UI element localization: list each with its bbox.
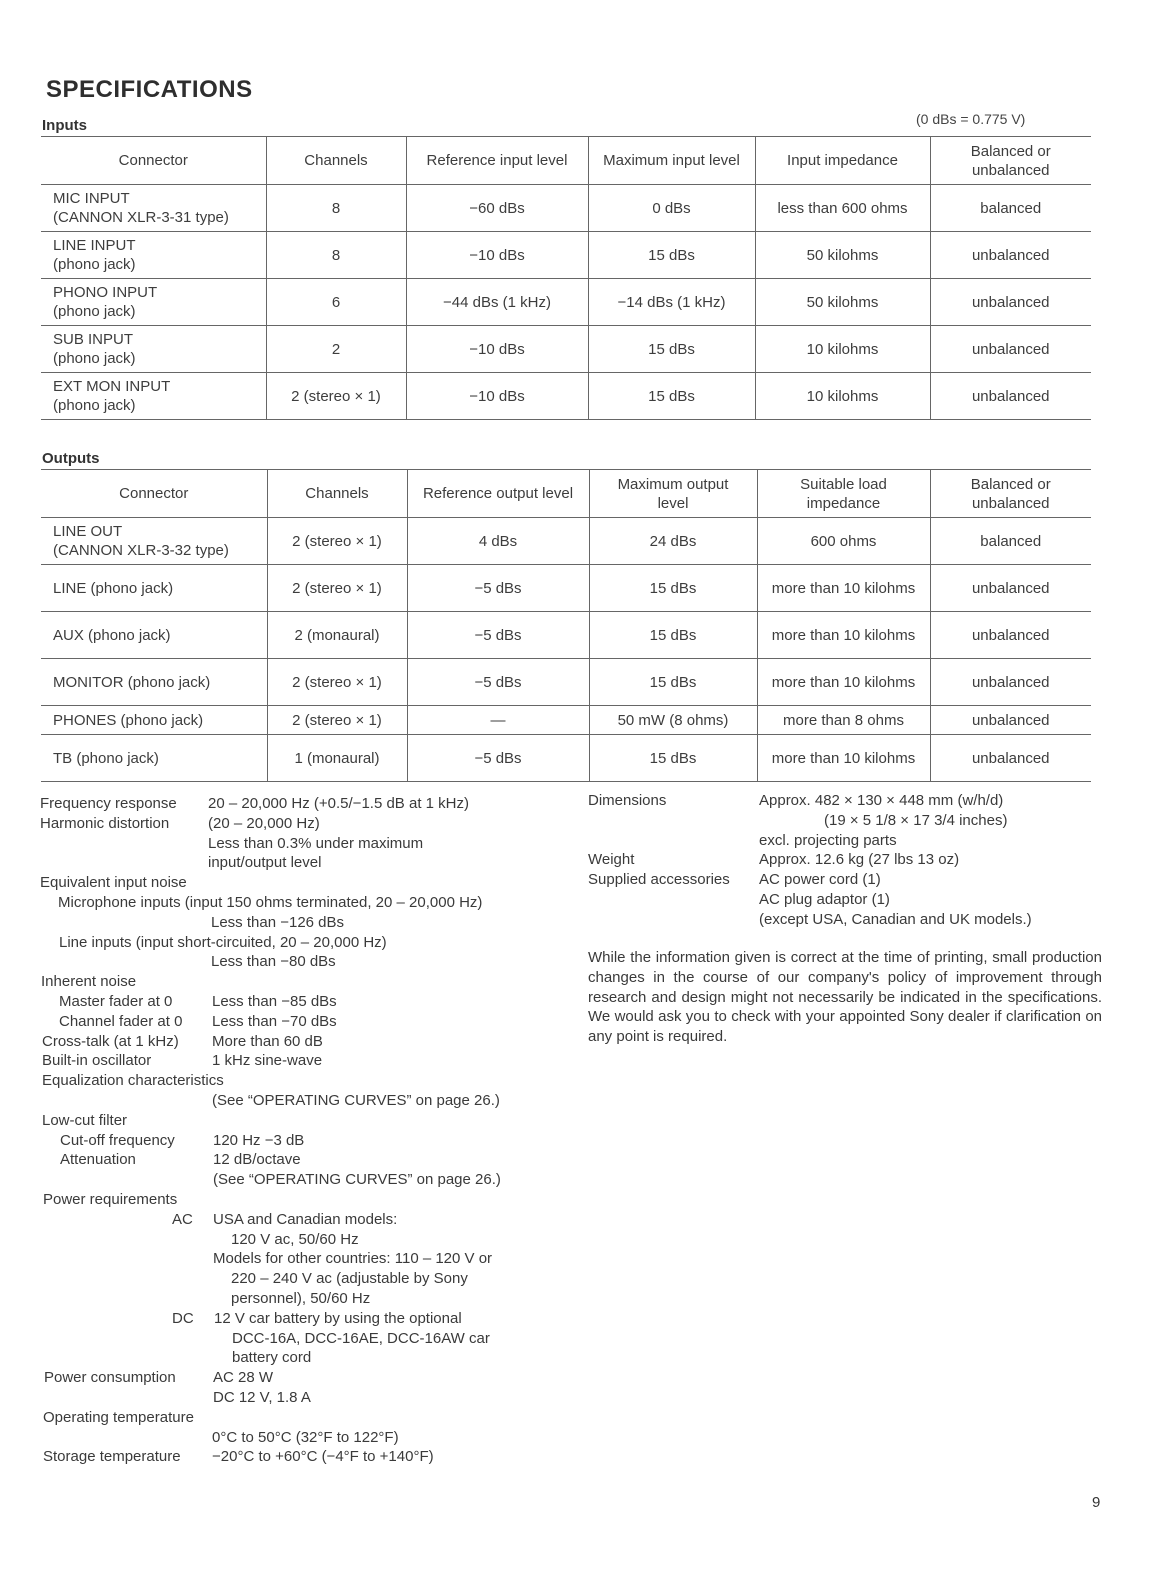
balance-cell: unbalanced: [930, 279, 1091, 326]
outputs-table: [41, 469, 1091, 782]
spec-value: (See “OPERATING CURVES” on page 26.): [212, 1091, 500, 1109]
connector-cell: PHONES (phono jack): [41, 706, 267, 735]
reference-cell: −5 dBs: [407, 659, 589, 706]
spec-row: [588, 850, 1108, 870]
balance-cell: unbalanced: [930, 659, 1091, 706]
spec-label: Equivalent input noise: [40, 874, 187, 892]
spec-value: personnel), 50/60 Hz: [231, 1289, 371, 1307]
spec-row: [40, 1131, 580, 1151]
header-reference-output: Reference output level: [407, 470, 589, 518]
spec-label: Line inputs (input short-circuited, 20 – 20,000 Hz): [59, 933, 387, 951]
maximum-cell: 15 dBs: [589, 735, 757, 782]
impedance-cell: more than 8 ohms: [757, 706, 930, 735]
maximum-cell: 15 dBs: [588, 232, 755, 279]
spec-row: [588, 870, 1108, 890]
reference-cell: −10 dBs: [406, 373, 588, 420]
spec-row: [40, 1408, 580, 1428]
spec-row: [40, 1051, 580, 1071]
connector-type: (CANNON XLR-3-32 type): [53, 542, 229, 559]
spec-value: 12 V car battery by using the optional: [214, 1309, 462, 1327]
spec-label: Inherent noise: [41, 973, 137, 991]
spec-value: 120 Hz −3 dB: [213, 1131, 305, 1149]
spec-row: [588, 890, 1108, 910]
reference-cell: 4 dBs: [407, 518, 589, 565]
connector-cell: TB (phono jack): [41, 735, 267, 782]
spec-row: [40, 1111, 580, 1131]
inputs-header-row: [41, 137, 1091, 185]
table-row: [41, 659, 1091, 706]
spec-value: Less than −70 dBs: [212, 1012, 337, 1030]
spec-label: Frequency response: [40, 795, 177, 812]
spec-label: Power consumption: [44, 1369, 176, 1387]
spec-row: [40, 992, 580, 1012]
header-channels: Channels: [266, 137, 406, 185]
maximum-cell: 15 dBs: [589, 612, 757, 659]
maximum-cell: 15 dBs: [588, 373, 755, 420]
reference-cell: −60 dBs: [406, 185, 588, 232]
spec-row: [40, 1249, 580, 1269]
spec-row: [40, 952, 580, 972]
spec-row: [40, 1091, 580, 1111]
reference-note: (0 dBs = 0.775 V): [916, 111, 1026, 127]
spec-row: [40, 1230, 580, 1250]
connector-name: LINE INPUT: [53, 237, 136, 254]
maximum-cell: 15 dBs: [588, 326, 755, 373]
header-load-impedance: Suitable load impedance: [757, 470, 930, 518]
spec-value: Less than −85 dBs: [212, 992, 337, 1010]
general-specs-left: [40, 794, 580, 1467]
spec-row: [40, 1368, 580, 1388]
spec-row: [40, 1329, 580, 1349]
spec-value: Approx. 482 × 130 × 448 mm (w/h/d): [759, 792, 1004, 809]
impedance-cell: 10 kilohms: [755, 326, 930, 373]
table-row: [41, 232, 1091, 279]
spec-value: (19 × 5 1/8 × 17 3/4 inches): [824, 811, 1008, 829]
spec-row: [40, 1289, 580, 1309]
spec-label: Supplied accessories: [588, 871, 730, 889]
spec-row: [40, 1012, 580, 1032]
spec-value: Less than −80 dBs: [211, 953, 336, 971]
spec-label: Low-cut filter: [42, 1111, 128, 1129]
spec-row: [40, 933, 580, 953]
spec-value: Models for other countries: 110 – 120 V or: [213, 1250, 493, 1268]
connector-name: MIC INPUT: [53, 190, 130, 207]
table-row: [41, 518, 1091, 565]
header-balanced: Balanced or unbalanced: [930, 470, 1091, 518]
spec-row: [588, 910, 1108, 930]
connector-name: PHONO INPUT: [53, 284, 158, 301]
spec-label: Operating temperature: [43, 1408, 194, 1426]
impedance-cell: more than 10 kilohms: [757, 565, 930, 612]
spec-value: Less than −126 dBs: [211, 913, 345, 931]
spec-row: [40, 873, 580, 893]
table-row: [41, 706, 1091, 735]
connector-cell: AUX (phono jack): [41, 612, 267, 659]
spec-label: Channel fader at 0: [59, 1012, 183, 1030]
table-row: [41, 326, 1091, 373]
channels-cell: 1 (monaural): [267, 735, 407, 782]
specification-notice: While the information given is correct at the time of printing, small production changes in the course of our company's policy of improvement through research and design might not necessarily be indicated in the specifications. We would ask you to check with your appointed Sony dealer if clarification on any point is required.: [588, 949, 1102, 1046]
connector-type: (CANNON XLR-3-31 type): [53, 209, 229, 226]
spec-row: [40, 1150, 580, 1170]
balance-cell: balanced: [930, 518, 1091, 565]
spec-value: AC plug adaptor (1): [759, 890, 890, 908]
impedance-cell: less than 600 ohms: [755, 185, 930, 232]
reference-cell: −10 dBs: [406, 232, 588, 279]
channels-cell: 2: [266, 326, 406, 373]
table-row: [41, 565, 1091, 612]
maximum-cell: 24 dBs: [589, 518, 757, 565]
table-row: [41, 185, 1091, 232]
connector-cell: [41, 279, 266, 326]
connector-cell: [41, 518, 267, 565]
connector-cell: [41, 185, 266, 232]
connector-name: EXT MON INPUT: [53, 378, 171, 395]
channels-cell: 2 (stereo × 1): [266, 373, 406, 420]
spec-row: [40, 814, 580, 834]
spec-label: Storage temperature: [43, 1448, 181, 1466]
connector-type: (phono jack): [53, 256, 136, 273]
spec-label: Master fader at 0: [59, 992, 173, 1010]
spec-row: [40, 1032, 580, 1052]
spec-row: [40, 1071, 580, 1091]
balance-cell: unbalanced: [930, 232, 1091, 279]
spec-value: (20 – 20,000 Hz): [208, 814, 320, 832]
reference-cell: −44 dBs (1 kHz): [406, 279, 588, 326]
spec-value: AC power cord (1): [759, 871, 881, 889]
header-channels: Channels: [267, 470, 407, 518]
spec-value: More than 60 dB: [212, 1032, 323, 1050]
spec-value: DCC-16A, DCC-16AE, DCC-16AW car: [232, 1329, 490, 1347]
outputs-label: Outputs: [42, 450, 100, 467]
balance-cell: unbalanced: [930, 706, 1091, 735]
maximum-cell: 50 mW (8 ohms): [589, 706, 757, 735]
header-input-impedance: Input impedance: [755, 137, 930, 185]
spec-row: [40, 893, 580, 913]
spec-row: [40, 1388, 580, 1408]
spec-value: −20°C to +60°C (−4°F to +140°F): [212, 1448, 434, 1466]
spec-row: [40, 1428, 580, 1448]
reference-cell: −5 dBs: [407, 735, 589, 782]
spec-label: Microphone inputs (input 150 ohms terminated, 20 – 20,000 Hz): [58, 893, 483, 911]
balance-cell: balanced: [930, 185, 1091, 232]
general-specs-right: [588, 791, 1108, 930]
outputs-header-row: [41, 470, 1091, 518]
connector-cell: [41, 326, 266, 373]
connector-type: (phono jack): [53, 350, 136, 367]
spec-label: Equalization characteristics: [42, 1072, 224, 1090]
spec-value: 0°C to 50°C (32°F to 122°F): [212, 1428, 399, 1446]
spec-row: [40, 1190, 580, 1210]
spec-row: [40, 1309, 580, 1329]
table-row: [41, 735, 1091, 782]
spec-value: input/output level: [208, 854, 322, 872]
spec-row: [588, 791, 1108, 811]
header-maximum-input: Maximum input level: [588, 137, 755, 185]
spec-value: (except USA, Canadian and UK models.): [759, 910, 1032, 928]
reference-cell: −5 dBs: [407, 612, 589, 659]
header-connector: Connector: [41, 470, 267, 518]
spec-row: [40, 1447, 580, 1467]
table-row: [41, 612, 1091, 659]
impedance-cell: 10 kilohms: [755, 373, 930, 420]
spec-row: [40, 972, 580, 992]
spec-label: Attenuation: [60, 1151, 136, 1169]
spec-label: Power requirements: [43, 1190, 178, 1208]
reference-cell: −10 dBs: [406, 326, 588, 373]
connector-cell: [41, 232, 266, 279]
spec-row: [40, 1210, 580, 1230]
spec-label: Weight: [588, 851, 635, 869]
table-row: [41, 279, 1091, 326]
spec-value: DC 12 V, 1.8 A: [213, 1388, 311, 1406]
table-row: [41, 373, 1091, 420]
spec-row: [40, 853, 580, 873]
spec-value: (See “OPERATING CURVES” on page 26.): [213, 1171, 501, 1189]
connector-cell: MONITOR (phono jack): [41, 659, 267, 706]
connector-type: (phono jack): [53, 397, 136, 414]
impedance-cell: more than 10 kilohms: [757, 659, 930, 706]
impedance-cell: more than 10 kilohms: [757, 735, 930, 782]
reference-cell: —: [407, 706, 589, 735]
channels-cell: 8: [266, 232, 406, 279]
spec-row: [40, 834, 580, 854]
balance-cell: unbalanced: [930, 565, 1091, 612]
spec-value: 220 – 240 V ac (adjustable by Sony: [231, 1270, 468, 1288]
spec-row: [40, 1269, 580, 1289]
maximum-cell: 15 dBs: [589, 659, 757, 706]
channels-cell: 2 (stereo × 1): [267, 565, 407, 612]
spec-label: DC: [172, 1309, 194, 1327]
header-maximum-output: Maximum output level: [589, 470, 757, 518]
spec-label: Harmonic distortion: [40, 814, 170, 832]
spec-label: Dimensions: [588, 792, 667, 809]
spec-value: battery cord: [232, 1349, 312, 1367]
spec-row: [40, 1348, 580, 1368]
balance-cell: unbalanced: [930, 735, 1091, 782]
spec-row: [40, 913, 580, 933]
channels-cell: 2 (monaural): [267, 612, 407, 659]
page-title: SPECIFICATIONS: [46, 76, 253, 103]
spec-value: 12 dB/octave: [213, 1151, 301, 1169]
spec-value: 120 V ac, 50/60 Hz: [231, 1230, 359, 1248]
spec-row: [40, 1170, 580, 1190]
connector-type: (phono jack): [53, 303, 136, 320]
spec-label: Built-in oscillator: [42, 1052, 152, 1070]
spec-value: AC 28 W: [213, 1369, 274, 1387]
spec-value: excl. projecting parts: [759, 831, 897, 849]
page-number: 9: [1092, 1494, 1101, 1511]
header-connector: Connector: [41, 137, 266, 185]
header-balanced: Balanced or unbalanced: [930, 137, 1091, 185]
maximum-cell: 15 dBs: [589, 565, 757, 612]
impedance-cell: 600 ohms: [757, 518, 930, 565]
spec-value: Approx. 12.6 kg (27 lbs 13 oz): [759, 851, 960, 869]
connector-cell: LINE (phono jack): [41, 565, 267, 612]
channels-cell: 6: [266, 279, 406, 326]
spec-label: Cut-off frequency: [60, 1131, 175, 1149]
inputs-table: [41, 136, 1091, 420]
maximum-cell: 0 dBs: [588, 185, 755, 232]
balance-cell: unbalanced: [930, 326, 1091, 373]
connector-cell: [41, 373, 266, 420]
maximum-cell: −14 dBs (1 kHz): [588, 279, 755, 326]
spec-value: USA and Canadian models:: [213, 1210, 398, 1228]
spec-label: AC: [172, 1210, 193, 1228]
header-reference-input: Reference input level: [406, 137, 588, 185]
reference-cell: −5 dBs: [407, 565, 589, 612]
spec-row: [588, 831, 1108, 851]
spec-row: [40, 794, 580, 814]
channels-cell: 2 (stereo × 1): [267, 659, 407, 706]
impedance-cell: more than 10 kilohms: [757, 612, 930, 659]
impedance-cell: 50 kilohms: [755, 232, 930, 279]
channels-cell: 2 (stereo × 1): [267, 706, 407, 735]
spec-value: 1 kHz sine-wave: [212, 1052, 323, 1070]
spec-row: [588, 811, 1108, 831]
channels-cell: 8: [266, 185, 406, 232]
inputs-label: Inputs: [42, 117, 87, 134]
spec-value: 20 – 20,000 Hz (+0.5/−1.5 dB at 1 kHz): [208, 795, 469, 812]
impedance-cell: 50 kilohms: [755, 279, 930, 326]
connector-name: LINE OUT: [53, 523, 123, 540]
connector-name: SUB INPUT: [53, 331, 134, 348]
balance-cell: unbalanced: [930, 373, 1091, 420]
spec-value: Less than 0.3% under maximum: [208, 834, 424, 852]
spec-label: Cross-talk (at 1 kHz): [42, 1032, 179, 1050]
balance-cell: unbalanced: [930, 612, 1091, 659]
channels-cell: 2 (stereo × 1): [267, 518, 407, 565]
